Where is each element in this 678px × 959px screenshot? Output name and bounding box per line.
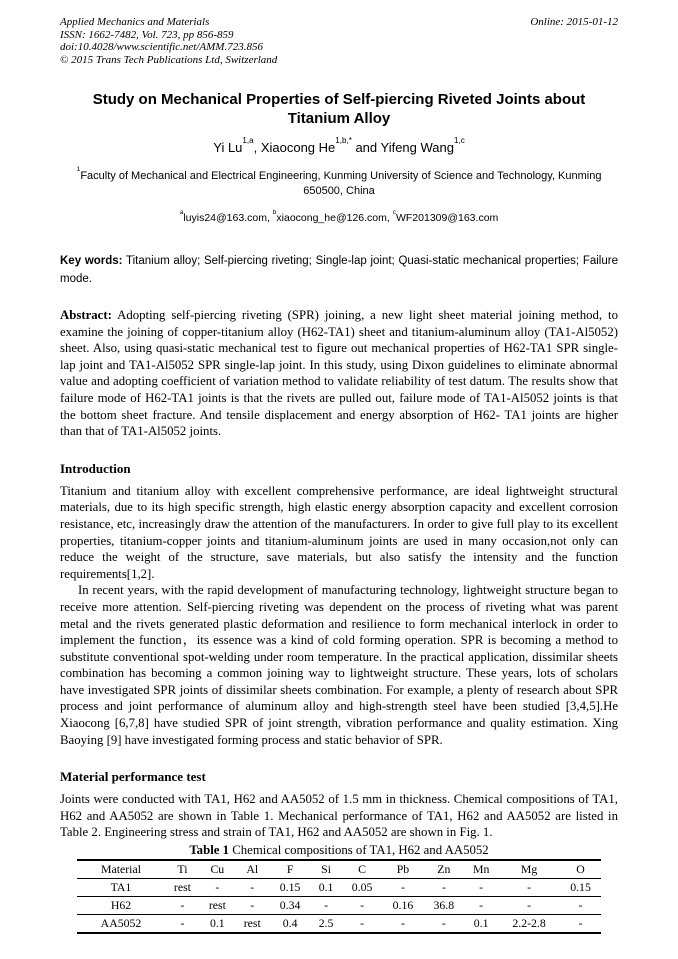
- table-header-cell: Mn: [464, 860, 498, 879]
- table-header-cell: Cu: [200, 860, 235, 879]
- table-header-cell: F: [270, 860, 311, 879]
- section-heading-material-performance-test: Material performance test: [60, 769, 206, 785]
- table-cell: AA5052: [100, 916, 142, 931]
- table-row: [77, 879, 601, 897]
- table-row: [77, 897, 601, 915]
- table-header-cell: Mg: [498, 860, 560, 879]
- table-cell: -: [498, 897, 560, 915]
- abstract-text: Adopting self-piercing riveting (SPR) joining, a new light sheet material joining method, to examine the joining of copper-titanium alloy (H62-TA1) sheet and titanium-aluminum alloy (TA1-Al5052) sheet. Also, using quasi-static mechanical test to figure out mechanical properties of H62-TA1 SPR single-lap joint and TA1-Al5052 SPR single-lap joint. In this study, using Dixon guidelines to eliminate abnormal value and adopting coefficient of variation method to validate reliability of test datum. The results show that failure mode of H62-TA1 joints is that the rivets are pulled out, failure mode of TA1-Al5052 joints is that the bottom sheet fracture. And tensile displacement and energy absorption of H62- TA1 joints are higher than that of TA1-Al5052 joints.: [60, 308, 618, 439]
- table-cell: 0.34: [270, 897, 311, 915]
- page-title: Study on Mechanical Properties of Self-piercing Riveted Joints about Titanium Alloy: [92, 91, 586, 127]
- table-cell: -: [180, 916, 185, 931]
- email-address: WF201309@163.com: [395, 212, 499, 224]
- table-cell: -: [423, 879, 464, 897]
- table-cell: -: [165, 897, 200, 915]
- table-header-cell: Material: [77, 860, 165, 879]
- journal-name: Applied Mechanics and Materials: [60, 16, 210, 28]
- journal-header: [60, 16, 618, 66]
- table-cell: -: [464, 879, 498, 897]
- table-header-cell: Si: [311, 860, 342, 879]
- table-cell: 2.5: [318, 916, 334, 931]
- table-cell: rest: [200, 897, 235, 915]
- table-cell: -: [498, 879, 560, 897]
- table-header-cell: Zn: [423, 860, 464, 879]
- table-cell: 36.8: [423, 897, 464, 915]
- table-header-cell: C: [342, 860, 383, 879]
- table-header-cell: O: [560, 860, 601, 879]
- table-cell: -: [441, 916, 446, 931]
- email-address: xiaocong_he@126.com,: [276, 212, 393, 224]
- table-cell: 2.2-2.8: [512, 916, 546, 931]
- author-name: Yi Lu: [213, 140, 243, 155]
- emails-line: [60, 208, 618, 224]
- table-1: [77, 859, 601, 934]
- table-cell: 0.1: [209, 916, 225, 931]
- affiliation-mark: 1: [76, 166, 81, 174]
- table-header-row: [77, 860, 601, 879]
- table-row: [77, 915, 601, 934]
- table-cell: -: [342, 897, 383, 915]
- table-cell: H62: [77, 897, 165, 915]
- table-1-caption-label: Table 1: [189, 843, 230, 858]
- table-cell: -: [560, 897, 601, 915]
- table-cell: -: [235, 879, 270, 897]
- authors-line: [60, 136, 618, 155]
- abstract-paragraph: [60, 307, 618, 440]
- email-mark: c: [392, 208, 396, 216]
- email-mark: b: [272, 208, 277, 216]
- keywords-text: Titanium alloy; Self-piercing riveting; Single-lap joint; Quasi-static mechanical properties; Failure mode.: [60, 255, 618, 285]
- table-cell: -: [200, 879, 235, 897]
- table-cell: rest: [243, 916, 261, 931]
- table-cell: -: [400, 916, 405, 931]
- table-cell: -: [311, 897, 342, 915]
- author-affil-mark: 1,b,*: [335, 136, 352, 146]
- table-1-caption: [60, 843, 618, 858]
- table-cell: rest: [165, 879, 200, 897]
- keywords-label: Key words:: [60, 255, 123, 267]
- email-address: luyis24@163.com,: [183, 212, 273, 224]
- email-mark: a: [179, 208, 184, 216]
- author-affil-mark: 1,c: [453, 136, 465, 146]
- table-cell: 0.1: [311, 879, 342, 897]
- table-cell: -: [235, 897, 270, 915]
- table-cell: TA1: [77, 879, 165, 897]
- author-name: and Yifeng Wang: [351, 140, 454, 155]
- table-cell: 0.05: [342, 879, 383, 897]
- table-cell: 0.1: [473, 916, 489, 931]
- table-header-cell: Pb: [383, 860, 424, 879]
- table-cell: -: [360, 916, 365, 931]
- table-cell: 0.15: [560, 879, 601, 897]
- table-cell: -: [464, 897, 498, 915]
- journal-copyright: © 2015 Trans Tech Publications Ltd, Switzerland: [60, 53, 278, 66]
- affiliation-line: [60, 166, 618, 199]
- author-affil-mark: 1,a: [242, 136, 254, 146]
- journal-doi: doi:10.4028/www.scientific.net/AMM.723.856: [60, 41, 263, 53]
- table-cell: -: [578, 916, 583, 931]
- abstract-label: Abstract:: [60, 308, 112, 322]
- table-cell: -: [383, 879, 424, 897]
- keywords-paragraph: [60, 252, 618, 288]
- table-cell: 0.4: [282, 916, 298, 931]
- intro-paragraph-2: In recent years, with the rapid development of manufacturing technology, lightweight structure began to receive more attention. Self-piercing riveting was dependent on the process of riveting what was parent metal and the rivets generated plastic deformation and resilience to form mechanical interlock in order to implement the function，its essence was a kind of cold forming operation. SPR is becoming a method to substitute conventional spot-welding under room temperature. In the practical application, dissimilar sheets combination has becoming a common joining way to lightweight structure. These years, lots of scholars have investigated SPR joints of dissimilar sheets combination. For example, a plenty of research about SPR process and joint performance of aluminum alloy and high-strength steel have been studied [3,4,5].He Xiaocong [6,7,8] have studied SPR of joint strength, vibration performance and quality estimation. Xing Baoying [9] have investigated forming process and static behavior of SPR.: [60, 583, 618, 747]
- section-heading-introduction: Introduction: [60, 460, 131, 476]
- journal-issn: ISSN: 1662-7482, Vol. 723, pp 856-859: [60, 28, 234, 41]
- intro-paragraph-1: Titanium and titanium alloy with excellent comprehensive performance, are ideal lightweight structural materials, due to its high specific strength, high elastic energy absorption capacity and excellent corrosion resistance, etc, increasingly draw the attention of the manufacturers. In order to give full play to its excellent properties, titanium-copper joints and titanium-aluminum joints are used in many occasion,not only can reduce the weight of the structure, save materials, but also satisfy the intensity and the function requirements[1,2].: [60, 483, 618, 581]
- table-header-cell: Al: [235, 860, 270, 879]
- journal-info: [60, 16, 277, 66]
- table-cell: 0.16: [383, 897, 424, 915]
- author-name: , Xiaocong He: [253, 140, 336, 155]
- affiliation-text: Faculty of Mechanical and Electrical Engineering, Kunming University of Science and Technology, Kunming 650500, China: [80, 170, 602, 197]
- online-date: Online: 2015-01-12: [530, 16, 618, 28]
- table-1-caption-text: Chemical compositions of TA1, H62 and AA5052: [229, 843, 489, 858]
- table-cell: 0.15: [270, 879, 311, 897]
- material-paragraph-1: Joints were conducted with TA1, H62 and AA5052 of 1.5 mm in thickness. Chemical compositions of TA1, H62 and AA5052 are shown in Table 1. Mechanical performance of TA1, H62 and AA5052 are listed in Table 2. Engineering stress and strain of TA1, H62 and AA5052 are shown in Fig. 1.: [60, 792, 618, 840]
- table-header-cell: Ti: [165, 860, 200, 879]
